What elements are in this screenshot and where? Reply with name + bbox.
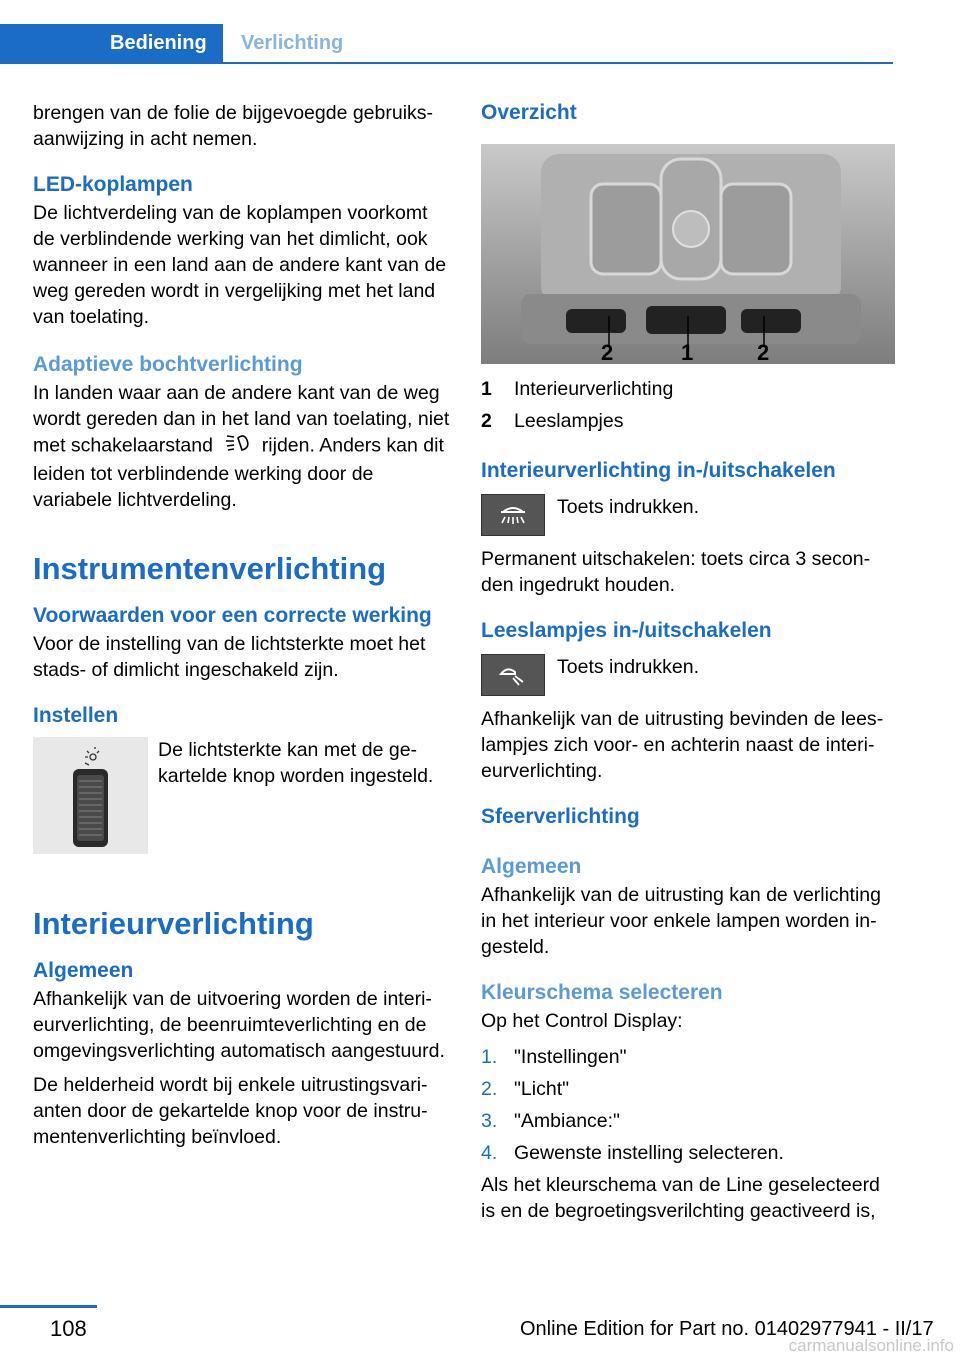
general-text: Afhankelijk van de uitvoering worden de interieurverlichting, de beenruimteverlichting en de omgevingsverlichting automatisch aangestuurd. (33, 988, 445, 1062)
ambient-general-heading: Algemeen (481, 855, 582, 878)
footer-rule (0, 1305, 97, 1308)
reading-press-text: Toets indrukken. (557, 656, 699, 678)
conditions-text: Voor de instelling van de lichtsterkte moet het stads- of dimlicht ingeschakeld zijn. (33, 633, 426, 681)
tab-bediening[interactable]: Bediening (0, 24, 223, 62)
closing-text: Als het kleurschema van de Line geselecteerd is en de begroetingsverilchting geactiveerd is, (481, 1174, 880, 1222)
step-number: 4. (481, 1142, 498, 1164)
ambient-general-text: Afhankelijk van de uitrusting kan de verlichting in het interieur voor enkele lampen worden ingesteld. (481, 884, 881, 958)
interior-light-button-icon (481, 494, 545, 536)
general-heading: Algemeen (33, 959, 134, 982)
reading-lights-heading: Leeslampjes in-/uitschakelen (481, 619, 772, 642)
led-text: De lichtverdeling van de koplampen voorkomt de verblindende werking van het dimlicht, ook wanneer in een land aan de andere kant van de weg gereden wordt in vergelijking met het land van toelating. (33, 202, 447, 328)
legend-label: Interieurverlichting (514, 378, 674, 400)
edition-text: Online Edition for Part no. 01402977941 - II/17 (520, 1318, 934, 1340)
steps-list (481, 1044, 895, 1166)
callout-label: 1 (681, 340, 694, 364)
image-legend (481, 376, 895, 434)
legend-item (481, 408, 895, 434)
step-label: Gewenste instelling selecteren. (514, 1142, 784, 1164)
intro-text: brengen van de folie de bijgevoegde gebruiksaanwijzing in acht nemen. (33, 102, 434, 150)
list-item (481, 1076, 895, 1102)
interior-lighting-heading: Interieurverlichting (33, 906, 314, 941)
left-column (33, 100, 451, 1150)
brightness-icon (85, 747, 99, 765)
step-label: "Ambiance:" (514, 1110, 620, 1132)
legend-number: 2 (481, 410, 492, 432)
legend-label: Leeslampjes (514, 410, 624, 432)
callout-label: 2 (757, 340, 770, 364)
step-number: 3. (481, 1110, 498, 1132)
step-label: "Instellingen" (514, 1046, 627, 1068)
interior-switch-heading: Interieurverlichting in-/uitschakelen (481, 459, 836, 482)
list-item (481, 1140, 895, 1166)
reading-light-button-icon (481, 654, 545, 696)
adaptive-heading: Adaptieve bochtverlichting (33, 353, 303, 376)
set-heading: Instellen (33, 704, 119, 727)
dimmer-knob-image (33, 737, 148, 854)
instrument-lighting-heading: Instrumentenverlichting (33, 551, 387, 586)
ambient-heading: Sfeerverlichting (481, 805, 640, 828)
led-heading: LED-koplampen (33, 173, 193, 196)
tab-verlichting[interactable]: Verlichting (241, 32, 344, 54)
adaptive-text-b: rijden. Anders kan dit leiden tot verblindende werking door de variabele lichtverdeling. (33, 434, 444, 511)
step-label: "Licht" (514, 1078, 570, 1100)
legend-item (481, 376, 895, 402)
set-text: De lichtsterkte kan met de gekartelde knop worden ingesteld. (158, 739, 434, 787)
conditions-heading: Voorwaarden voor een correcte werking (33, 604, 432, 627)
watermark: carmanualsonline.info (788, 1336, 954, 1355)
adaptive-text (33, 380, 451, 513)
step-number: 1. (481, 1046, 498, 1068)
list-item (481, 1044, 895, 1070)
adaptive-text-a: In landen waar aan de andere kant van de weg wordt gereden dan in het land van toelating, niet met schakelaarstand (33, 382, 450, 457)
list-item (481, 1108, 895, 1134)
right-column (481, 100, 895, 1224)
legend-number: 1 (481, 378, 492, 400)
color-scheme-heading: Kleurschema selecteren (481, 981, 723, 1004)
callout-label: 2 (601, 340, 614, 364)
permanent-text: Permanent uitschakelen: toets circa 3 seconden ingedrukt houden. (481, 548, 871, 596)
page-number: 108 (50, 1316, 87, 1341)
brightness-text: De helderheid wordt bij enkele uitrustingsvarianten door de gekartelde knop voor de instrumentenverlichting beïnvloed. (33, 1074, 428, 1148)
reading-text: Afhankelijk van de uitrusting bevinden de leeslampjes zich voor- en achterin naast de interieurverlichting. (481, 708, 884, 782)
header-tabbar (0, 24, 893, 64)
headlight-switch-icon (222, 432, 252, 461)
interior-press-text: Toets indrukken. (557, 496, 699, 518)
step-number: 2. (481, 1078, 498, 1100)
overhead-console-image (481, 144, 895, 364)
overview-heading: Overzicht (481, 101, 577, 124)
color-intro: Op het Control Display: (481, 1010, 683, 1032)
